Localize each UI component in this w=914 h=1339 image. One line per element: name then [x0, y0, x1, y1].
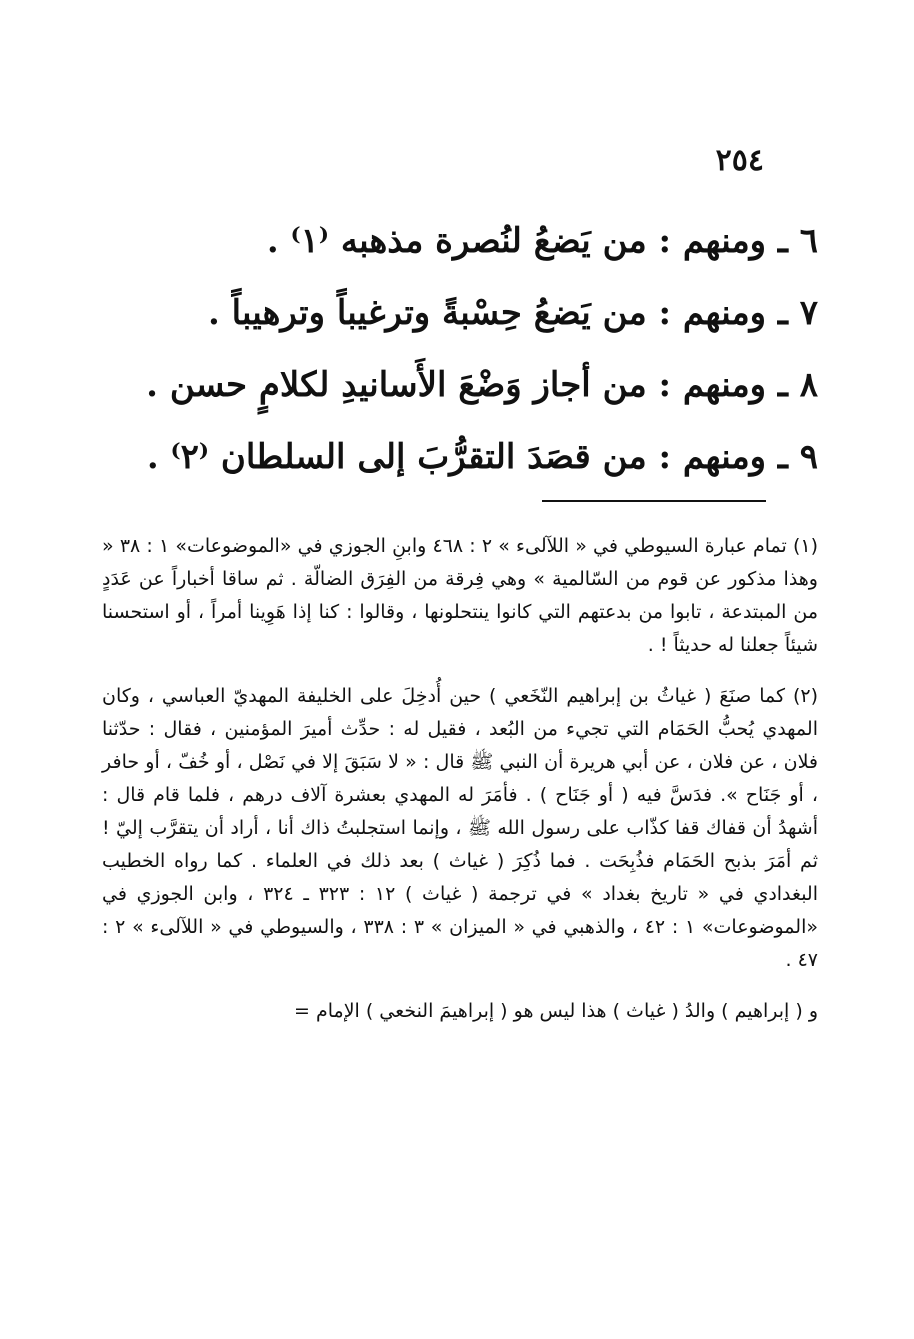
footnote-1: (١) تمام عبارة السيوطي في « اللآلىء » ٢ : ٤٦٨ وابنِ الجوزي في «الموضوعات» ١ : ٣٨ « وهذا مذكور عن قوم من السّالمية » وهي فِرقة من الفِرَق الضالّة . ثم ساقا أخباراً عن عَدَدٍ من المبتدعة ، تابوا من بدعتهم التي كانوا ينتحلونها ، وقالوا : كنا إذا هَوِينا أمراً ، أو استحسنا شيئاً جعلنا له حديثاً ! .	[102, 535, 818, 656]
footnote-continuation: و ( إبراهيم ) والدُ ( غياث ) هذا ليس هو ( إبراهيمَ النخعي ) الإمام =	[294, 1000, 818, 1022]
list-item: ٦ ـ ومنهم : من يَضعُ لنُصرة مذهبه ⁽١⁾ .	[266, 221, 818, 261]
footnote-separator	[542, 500, 766, 502]
page-number: ٢٥٤	[715, 143, 764, 178]
footnotes	[102, 530, 818, 1028]
main-list	[118, 205, 818, 493]
list-item: ٩ ـ ومنهم : من قصَدَ التقرُّبَ إلى السلطان ⁽٢⁾ .	[146, 437, 818, 477]
footnote-2: (٢) كما صنَعَ ( غياثُ بن إبراهيم النّخَعي ) حين أُدخِلَ على الخليفة المهديّ العباسي ، وكان المهدي يُحبُّ الحَمَام التي تجيء من البُعد ، فقيل له : حدِّث أميرَ المؤمنين ، فقال : حدّثنا فلان ، عن فلان ، عن أبي هريرة أن النبي ﷺ قال : « لا سَبَقَ إلا في نَصْل ، أو خُفّ ، أو حافر ، أو جَنَاح ». فدَسَّ فيه ( أو جَنَاح ) . فأمَرَ له المهدي بعشرة آلاف درهم ، فلما قام قال : أشهدُ أن قفاك قفا كذّاب على رسول الله ﷺ ، وإنما استجلبتُ ذاك أنا ، أراد أن يتقرَّب إليّ ! ثم أمَرَ بذبح الحَمَام فذُبِحَت . فما ذُكِرَ ( غياث ) بعد ذلك في العلماء . كما رواه الخطيب البغدادي في « تاريخ بغداد » في ترجمة ( غياث ) ١٢ : ٣٢٣ ـ ٣٢٤ ، وابن الجوزي في «الموضوعات» ١ : ٤٢ ، والذهبي في « الميزان » ٣ : ٣٣٨ ، والسيوطي في « اللآلىء » ٢ : ٤٧ .	[102, 685, 818, 971]
list-item: ٧ ـ ومنهم : من يَضعُ حِسْبةً وترغيباً وترهيباً .	[207, 293, 818, 333]
list-item: ٨ ـ ومنهم : من أجاز وَضْعَ الأَسانيدِ لكلامٍ حسن .	[146, 365, 818, 405]
